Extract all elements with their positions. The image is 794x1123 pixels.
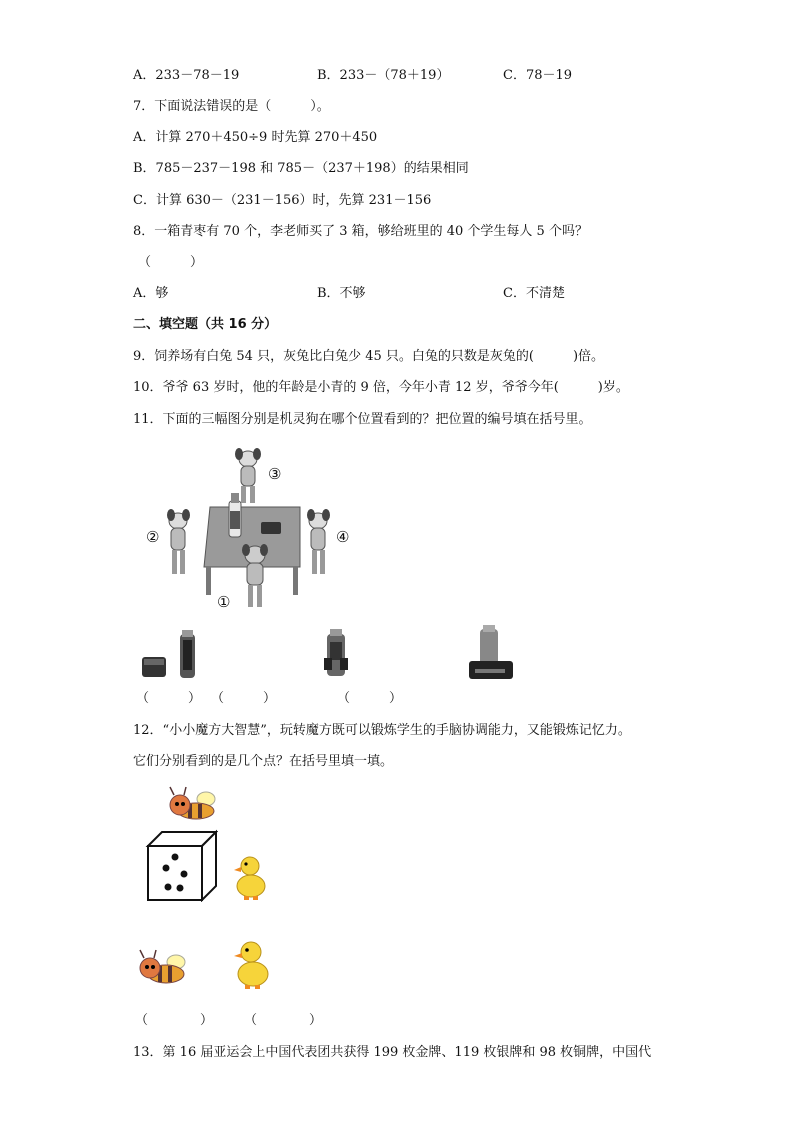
q10-text: 10．爷爷 63 岁时，他的年龄是小青的 9 倍，今年小青 12 岁，爷爷今年( )岁。 [133,380,629,395]
q8-stem: 8．一箱青枣有 70 个，李老师买了 3 箱，够给班里的 40 个学生每人 5 个吗？ [133,224,588,239]
view-2-answer[interactable]: （ ） [211,691,277,706]
position-label-3: ③ [268,465,282,483]
q6-option-c: C．78－19 [503,68,573,83]
q7-stem: 7．下面说法错误的是（ ）。 [133,99,330,114]
q11-scene-figure [140,435,370,615]
dice-cube-figure [144,828,218,902]
q13-text: 13．第 16 届亚运会上中国代表团共获得 199 枚金牌、119 枚银牌和 98 枚铜牌，中国代 [133,1045,652,1060]
q7-option-b: B．785－237－198 和 785－（237＋198）的结果相同 [133,161,469,176]
view-1-answer[interactable]: （ ） [136,691,202,706]
position-label-2: ② [146,528,160,546]
bee-answer[interactable]: （ ） [135,1013,214,1028]
view-1-figure [140,628,210,684]
q12-line-1: 12．“小小魔方大智慧”，玩转魔方既可以锻炼学生的手脑协调能力，又能锻炼记忆力。 [133,723,631,738]
q7-option-a: A．计算 270＋450÷9 时先算 270＋450 [133,130,378,145]
q11-stem: 11．下面的三幅图分别是机灵狗在哪个位置看到的？把位置的编号填在括号里。 [133,412,592,427]
q8-option-c: C．不清楚 [503,286,565,301]
q9-text: 9．饲养场有白兔 54 只，灰兔比白兔少 45 只。白兔的只数是灰兔的( )倍。 [133,349,605,364]
q8-answer-paren: （ ） [138,255,204,270]
view-2-figure [318,628,358,684]
section-title: 二、填空题（共 16 分） [133,317,278,332]
q6-option-a: A．233－78－19 [133,68,240,83]
view-3-answer[interactable]: （ ） [337,691,403,706]
position-label-1: ① [217,593,231,611]
duck-icon [232,852,268,902]
duck-view-icon [232,937,272,991]
q8-option-b: B．不够 [317,286,366,301]
position-label-4: ④ [336,528,350,546]
q7-option-c: C．计算 630－（231－156）时，先算 231－156 [133,193,432,208]
q12-line-2: 它们分别看到的是几个点？在括号里填一填。 [133,754,394,769]
q8-option-a: A．够 [133,286,169,301]
bee-view-icon [136,946,192,990]
bee-icon [166,785,222,825]
duck-answer[interactable]: （ ） [244,1013,323,1028]
view-3-figure [465,625,525,683]
q6-option-b: B．233－（78＋19） [317,68,450,83]
